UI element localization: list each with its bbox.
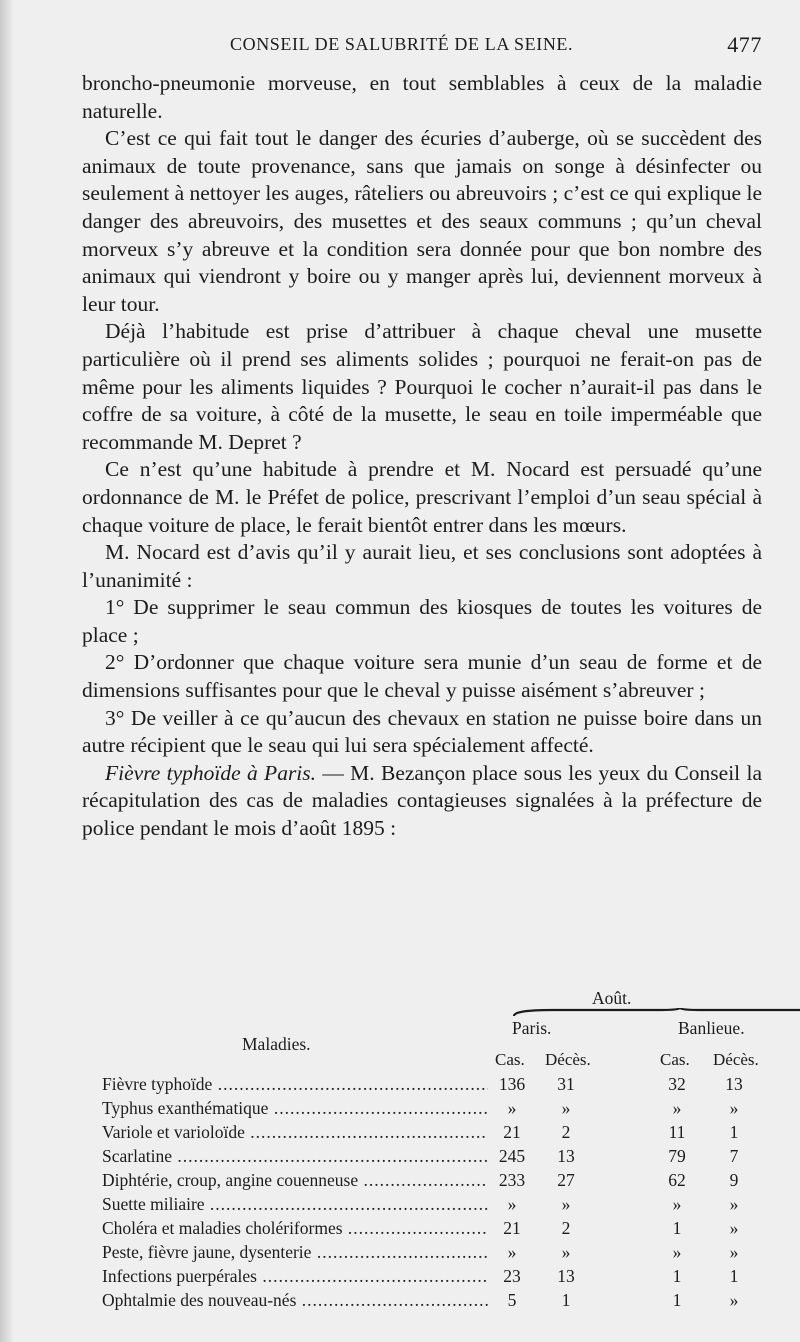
table-row — [82, 1218, 772, 1240]
paris-deces: 27 — [557, 1170, 575, 1190]
paragraph: Déjà l’habitude est prise d’attribuer à chaque cheval une musette particulière où il prend ses aliments solides ; pourquoi ne ferait-on pas de même pour les aliments liquides ? Pourquoi le cocher n’aurait-il pas dans le coffre de sa voiture, à côté de la musette, le seau en toile imperméable que recommande M. Depret ? — [82, 319, 762, 454]
paris-cas: 21 — [503, 1122, 521, 1142]
paris-cas: 21 — [503, 1218, 521, 1238]
body-text — [82, 70, 762, 843]
italic-lead: Fièvre typhoïde à Paris. — [105, 760, 317, 785]
banlieue-cas: 32 — [668, 1074, 686, 1094]
paris-cas: 5 — [507, 1290, 517, 1310]
disease-name: Infections puerpérales ..... — [102, 1266, 488, 1287]
paris-cas: 245 — [498, 1146, 526, 1166]
banlieue-deces: 1 — [729, 1122, 739, 1142]
paris-deces: » — [561, 1242, 571, 1262]
table-row — [82, 1170, 772, 1192]
banlieue-cas: » — [672, 1242, 682, 1262]
paragraph: C’est ce qui fait tout le danger des écuries d’auberge, où se succèdent des animaux de toute provenance, sans que jamais on songe à désinfecter ou seulement à nettoyer les auges, râteliers ou abreuvoirs ; c’est ce qui explique le danger des abreuvoirs, des musettes et des seaux communs ; qu’un cheval morveux s’y abreuve et la condition sera donnée pour que bon nombre des animaux qui viendront y boire ou y manger après lui, deviennent morveux à leur tour. — [82, 126, 762, 316]
banlieue-cas: » — [672, 1098, 682, 1118]
page-edge-shadow — [0, 0, 14, 1342]
subheader-banlieue-cas: Cas. — [660, 1050, 690, 1069]
banlieue-cas: 79 — [668, 1146, 686, 1166]
row-header: Maladies. — [242, 1034, 311, 1054]
banlieue-deces: 1 — [729, 1266, 739, 1286]
paris-cas: 136 — [498, 1074, 526, 1094]
page-number: 477 — [727, 32, 762, 57]
disease-name: Suette miliaire ..... — [102, 1194, 488, 1215]
banlieue-cas: 1 — [672, 1218, 682, 1238]
disease-name: Typhus exanthématique ..... — [102, 1098, 488, 1119]
paragraph: broncho-pneumonie morveuse, en tout semblables à ceux de la maladie naturelle. — [82, 71, 762, 123]
banlieue-cas: 62 — [668, 1170, 686, 1190]
running-title: CONSEIL DE SALUBRITÉ DE LA SEINE. — [230, 34, 574, 54]
subheader-paris-cas: Cas. — [495, 1050, 525, 1069]
disease-name: Scarlatine ..... — [102, 1146, 488, 1167]
table-row — [82, 1074, 772, 1096]
paris-cas: 23 — [503, 1266, 521, 1286]
banlieue-deces: 13 — [725, 1074, 743, 1094]
paris-deces: 31 — [557, 1074, 575, 1094]
banlieue-deces: 9 — [729, 1170, 739, 1190]
paris-cas: » — [507, 1242, 517, 1262]
paris-deces: 2 — [561, 1218, 571, 1238]
paris-deces: 13 — [557, 1266, 575, 1286]
brace-icon — [512, 1008, 800, 1018]
paragraph: 3° De veiller à ce qu’aucun des chevaux en station ne puisse boire dans un autre récipient que le seau qui lui sera spécialement affecté. — [82, 705, 762, 758]
running-header — [230, 34, 762, 60]
subheader-banlieue-deces: Décès. — [713, 1050, 759, 1069]
banlieue-deces: 7 — [729, 1146, 739, 1166]
group-header-banlieue: Banlieue. — [678, 1018, 745, 1038]
banlieue-deces: » — [729, 1242, 739, 1262]
table-row — [82, 1098, 772, 1120]
paris-deces: 13 — [557, 1146, 575, 1166]
subheader-paris-deces: Décès. — [545, 1050, 591, 1069]
paris-cas: 233 — [498, 1170, 526, 1190]
disease-name: Variole et varioloïde ..... — [102, 1122, 488, 1143]
paris-deces: » — [561, 1194, 571, 1214]
table-row — [82, 1122, 772, 1144]
disease-name: Fièvre typhoïde ..... — [102, 1074, 488, 1095]
disease-name: Choléra et maladies cholériformes ..... — [102, 1218, 488, 1239]
banlieue-deces: » — [729, 1290, 739, 1310]
paragraph: 1° De supprimer le seau commun des kiosques de toutes les voitures de place ; — [82, 595, 762, 647]
group-header-paris: Paris. — [512, 1018, 552, 1038]
disease-name: Diphtérie, croup, angine couenneuse ..... — [102, 1170, 488, 1191]
paragraph-fievre-typhoide — [82, 760, 762, 843]
paragraph: M. Nocard est d’avis qu’il y aurait lieu, et ses conclusions sont adoptées à l’unanimité : — [82, 540, 762, 592]
table-row — [82, 1146, 772, 1168]
paris-cas: » — [507, 1194, 517, 1214]
table-row — [82, 1242, 772, 1264]
paragraph: 2° D’ordonner que chaque voiture sera munie d’un seau de forme et de dimensions suffisantes pour que le cheval y puisse aisément s’abreuver ; — [82, 650, 762, 703]
banlieue-cas: » — [672, 1194, 682, 1214]
paragraph-text: — M. Bezançon place sous les yeux du Conseil la récapitulation des cas de maladies contagieuses signalées à la préfecture de police pendant le mois d’août 1895 : — [82, 760, 762, 841]
paris-deces: » — [561, 1098, 571, 1118]
disease-name: Ophtalmie des nouveau-nés ..... — [102, 1290, 488, 1311]
table-row — [82, 1290, 772, 1312]
paris-cas: » — [507, 1098, 517, 1118]
banlieue-deces: » — [729, 1098, 739, 1118]
banlieue-cas: 1 — [672, 1290, 682, 1310]
banlieue-deces: » — [729, 1218, 739, 1238]
paris-deces: 1 — [561, 1290, 571, 1310]
table-row — [82, 1266, 772, 1288]
table-row — [82, 1194, 772, 1216]
disease-name: Peste, fièvre jaune, dysenterie ..... — [102, 1242, 488, 1263]
paragraph: Ce n’est qu’une habitude à prendre et M. Nocard est persuadé qu’une ordonnance de M. le Préfet de police, prescrivant l’emploi d’un seau spécial à chaque voiture de place, le ferait bientôt entrer dans les mœurs. — [82, 457, 762, 537]
banlieue-cas: 11 — [668, 1122, 686, 1142]
month-label: Août. — [592, 988, 632, 1008]
paris-deces: 2 — [561, 1122, 571, 1142]
banlieue-cas: 1 — [672, 1266, 682, 1286]
banlieue-deces: » — [729, 1194, 739, 1214]
